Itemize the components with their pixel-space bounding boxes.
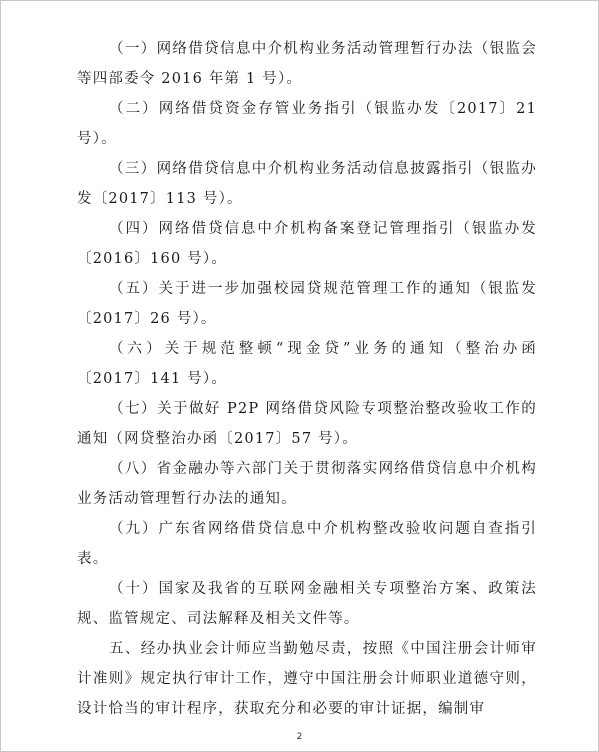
paragraph-2: （二）网络借贷资金存管业务指引（银监办发〔2017〕21 号）。 (77, 101, 537, 147)
page-number: 2 (296, 732, 303, 742)
paragraph-5: （五）关于进一步加强校园贷规范管理工作的通知（银监发〔2017〕26 号）。 (77, 281, 537, 327)
paragraph-7: （七）关于做好 P2P 网络借贷风险专项整治整改验收工作的通知（网贷整治办函〔2017〕57 号）。 (77, 401, 537, 447)
paragraph-11: 五、经办执业会计师应当勤勉尽责，按照《中国注册会计师审计准则》规定执行审计工作，遵守中国注册会计师职业道德守则，设计恰当的审计程序，获取充分和必要的审计证据，编制审 (77, 641, 537, 717)
document-body (77, 34, 537, 724)
paragraph-4: （四）网络借贷信息中介机构备案登记管理指引（银监办发〔2016〕160 号）。 (77, 221, 537, 267)
paragraph-3: （三）网络借贷信息中介机构业务活动信息披露指引（银监办发〔2017〕113 号）。 (77, 161, 537, 207)
paragraph-10: （十）国家及我省的互联网金融相关专项整治方案、政策法规、监管规定、司法解释及相关文件等。 (77, 581, 537, 627)
paragraph-9: （九）广东省网络借贷信息中介机构整改验收问题自查指引表。 (77, 521, 537, 567)
paragraph-8: （八）省金融办等六部门关于贯彻落实网络借贷信息中介机构业务活动管理暂行办法的通知。 (77, 461, 537, 507)
paragraph-1: （一）网络借贷信息中介机构业务活动管理暂行办法（银监会等四部委令 2016 年第 1 号）。 (77, 41, 537, 87)
paragraph-6: （六）关于规范整顿“现金贷”业务的通知（整治办函〔2017〕141 号）。 (77, 341, 537, 387)
